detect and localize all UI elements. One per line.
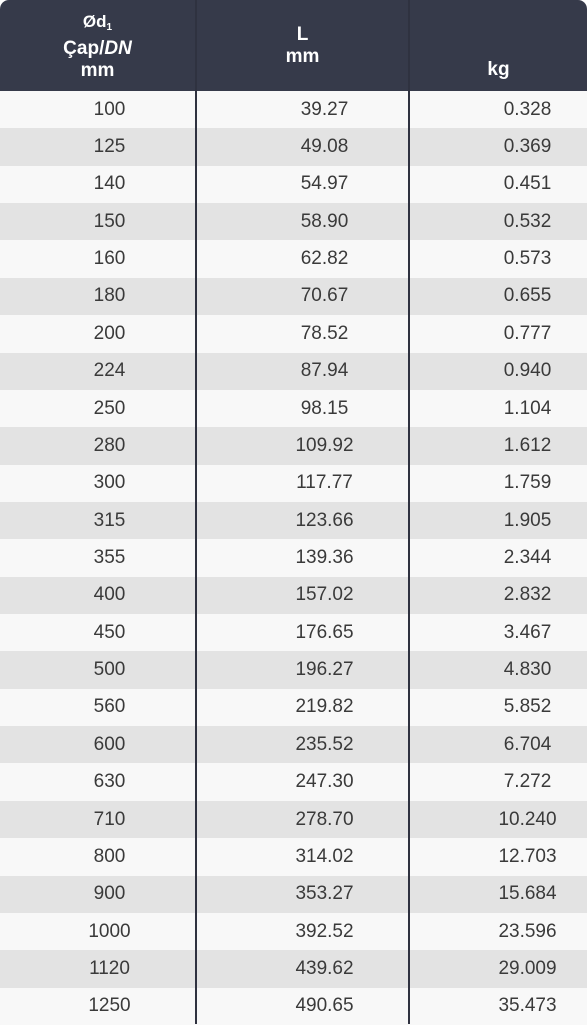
diameter-cell: 200: [93, 322, 126, 344]
weight-cell: 23.596: [498, 920, 557, 942]
header-length-unit: mm: [285, 45, 320, 67]
length-cell: 353.27: [295, 883, 354, 905]
table-row: [0, 763, 587, 800]
header-weight-unit: kg: [487, 59, 510, 80]
table-row: [0, 726, 587, 763]
length-cell: 58.90: [300, 210, 349, 232]
table-row: [0, 91, 587, 128]
length-cell: 49.08: [300, 136, 349, 158]
length-cell: 70.67: [300, 285, 349, 307]
weight-cell: 1.104: [503, 397, 552, 419]
table-row: [0, 128, 587, 165]
weight-cell: 7.272: [503, 771, 552, 793]
diameter-cell: 140: [93, 173, 126, 195]
length-cell: 278.70: [295, 808, 354, 830]
weight-cell: 0.940: [503, 360, 552, 382]
diameter-cell: 150: [93, 210, 126, 232]
weight-cell: 5.852: [503, 696, 552, 718]
weight-cell: 12.703: [498, 845, 557, 867]
header-diameter-symbol-text: Ød: [82, 11, 107, 31]
weight-cell: 0.532: [503, 210, 552, 232]
diameter-cell: 600: [93, 733, 126, 755]
header-diameter-unit: mm: [80, 59, 115, 81]
length-cell: 247.30: [295, 771, 354, 793]
weight-cell: 0.655: [503, 285, 552, 307]
diameter-cell: 800: [93, 845, 126, 867]
diameter-cell: 500: [93, 659, 126, 681]
diameter-cell: 100: [93, 98, 126, 120]
table-row: [0, 278, 587, 315]
diameter-cell: 300: [93, 472, 126, 494]
table-row: [0, 988, 587, 1025]
weight-cell: 1.759: [503, 472, 552, 494]
length-cell: 54.97: [300, 173, 349, 195]
table-row: [0, 950, 587, 987]
table-row: [0, 913, 587, 950]
diameter-cell: 400: [93, 584, 126, 606]
diameter-cell: 560: [93, 696, 126, 718]
length-cell: 98.15: [300, 397, 349, 419]
header-length-label: L: [296, 23, 309, 45]
header-length: [197, 0, 408, 91]
diameter-cell: 710: [93, 808, 126, 830]
weight-cell: 0.777: [503, 322, 552, 344]
diameter-cell: 630: [93, 771, 126, 793]
header-diameter-symbol: [83, 12, 112, 38]
diameter-cell: 450: [93, 621, 126, 643]
weight-cell: 3.467: [503, 621, 552, 643]
weight-cell: 10.240: [498, 808, 557, 830]
table-row: [0, 353, 587, 390]
column-divider: [408, 0, 410, 1024]
weight-cell: 0.328: [503, 98, 552, 120]
weight-cell: 1.612: [503, 434, 552, 456]
header-diameter-subscript: 1: [106, 21, 113, 33]
length-cell: 439.62: [295, 957, 354, 979]
length-cell: 490.65: [295, 995, 354, 1017]
diameter-cell: 224: [93, 360, 126, 382]
table-row: [0, 614, 587, 651]
diameter-cell: 180: [93, 285, 126, 307]
table-row: [0, 838, 587, 875]
header-diameter: [0, 0, 195, 91]
table-row: [0, 502, 587, 539]
table-row: [0, 577, 587, 614]
diameter-cell: 900: [93, 883, 126, 905]
diameter-cell: 125: [93, 136, 126, 158]
length-cell: 139.36: [295, 546, 354, 568]
weight-cell: 2.344: [503, 546, 552, 568]
weight-cell: 0.573: [503, 248, 552, 270]
diameter-cell: 280: [93, 434, 126, 456]
diameter-cell: 1250: [88, 995, 131, 1017]
table-row: [0, 801, 587, 838]
length-cell: 157.02: [295, 584, 354, 606]
weight-cell: 6.704: [503, 733, 552, 755]
diameter-cell: 1000: [88, 920, 131, 942]
header-diameter-cap: Çap/: [63, 37, 105, 59]
table-body: [0, 91, 587, 1025]
table-row: [0, 539, 587, 576]
length-cell: 109.92: [295, 434, 354, 456]
length-cell: 176.65: [295, 621, 354, 643]
diameter-cell: 1120: [89, 957, 130, 979]
table-header: [0, 0, 587, 91]
table-row: [0, 465, 587, 502]
length-cell: 392.52: [295, 920, 354, 942]
length-cell: 196.27: [295, 659, 354, 681]
header-diameter-dn: DN: [104, 37, 132, 59]
table-row: [0, 166, 587, 203]
length-cell: 78.52: [300, 322, 349, 344]
length-cell: 39.27: [300, 98, 349, 120]
length-cell: 87.94: [300, 360, 349, 382]
weight-cell: 4.830: [503, 659, 552, 681]
table-row: [0, 651, 587, 688]
diameter-cell: 160: [93, 248, 126, 270]
diameter-cell: 355: [93, 546, 126, 568]
header-weight: [410, 0, 587, 91]
diameter-cell: 315: [93, 509, 126, 531]
weight-cell: 1.905: [503, 509, 552, 531]
length-cell: 123.66: [295, 509, 354, 531]
column-divider: [195, 0, 197, 1024]
length-cell: 235.52: [295, 733, 354, 755]
table-row: [0, 315, 587, 352]
table-row: [0, 390, 587, 427]
table-row: [0, 427, 587, 464]
diameter-cell: 250: [93, 397, 126, 419]
table-row: [0, 876, 587, 913]
weight-cell: 35.473: [498, 995, 557, 1017]
table-row: [0, 203, 587, 240]
weight-cell: 15.684: [498, 883, 557, 905]
length-cell: 62.82: [300, 248, 349, 270]
table-row: [0, 240, 587, 277]
length-cell: 314.02: [295, 845, 354, 867]
table-row: [0, 689, 587, 726]
weight-cell: 2.832: [503, 584, 552, 606]
length-cell: 117.77: [296, 472, 353, 494]
length-cell: 219.82: [295, 696, 354, 718]
weight-cell: 29.009: [498, 957, 557, 979]
weight-cell: 0.369: [503, 136, 552, 158]
header-diameter-label: [63, 38, 132, 60]
weight-cell: 0.451: [503, 173, 552, 195]
